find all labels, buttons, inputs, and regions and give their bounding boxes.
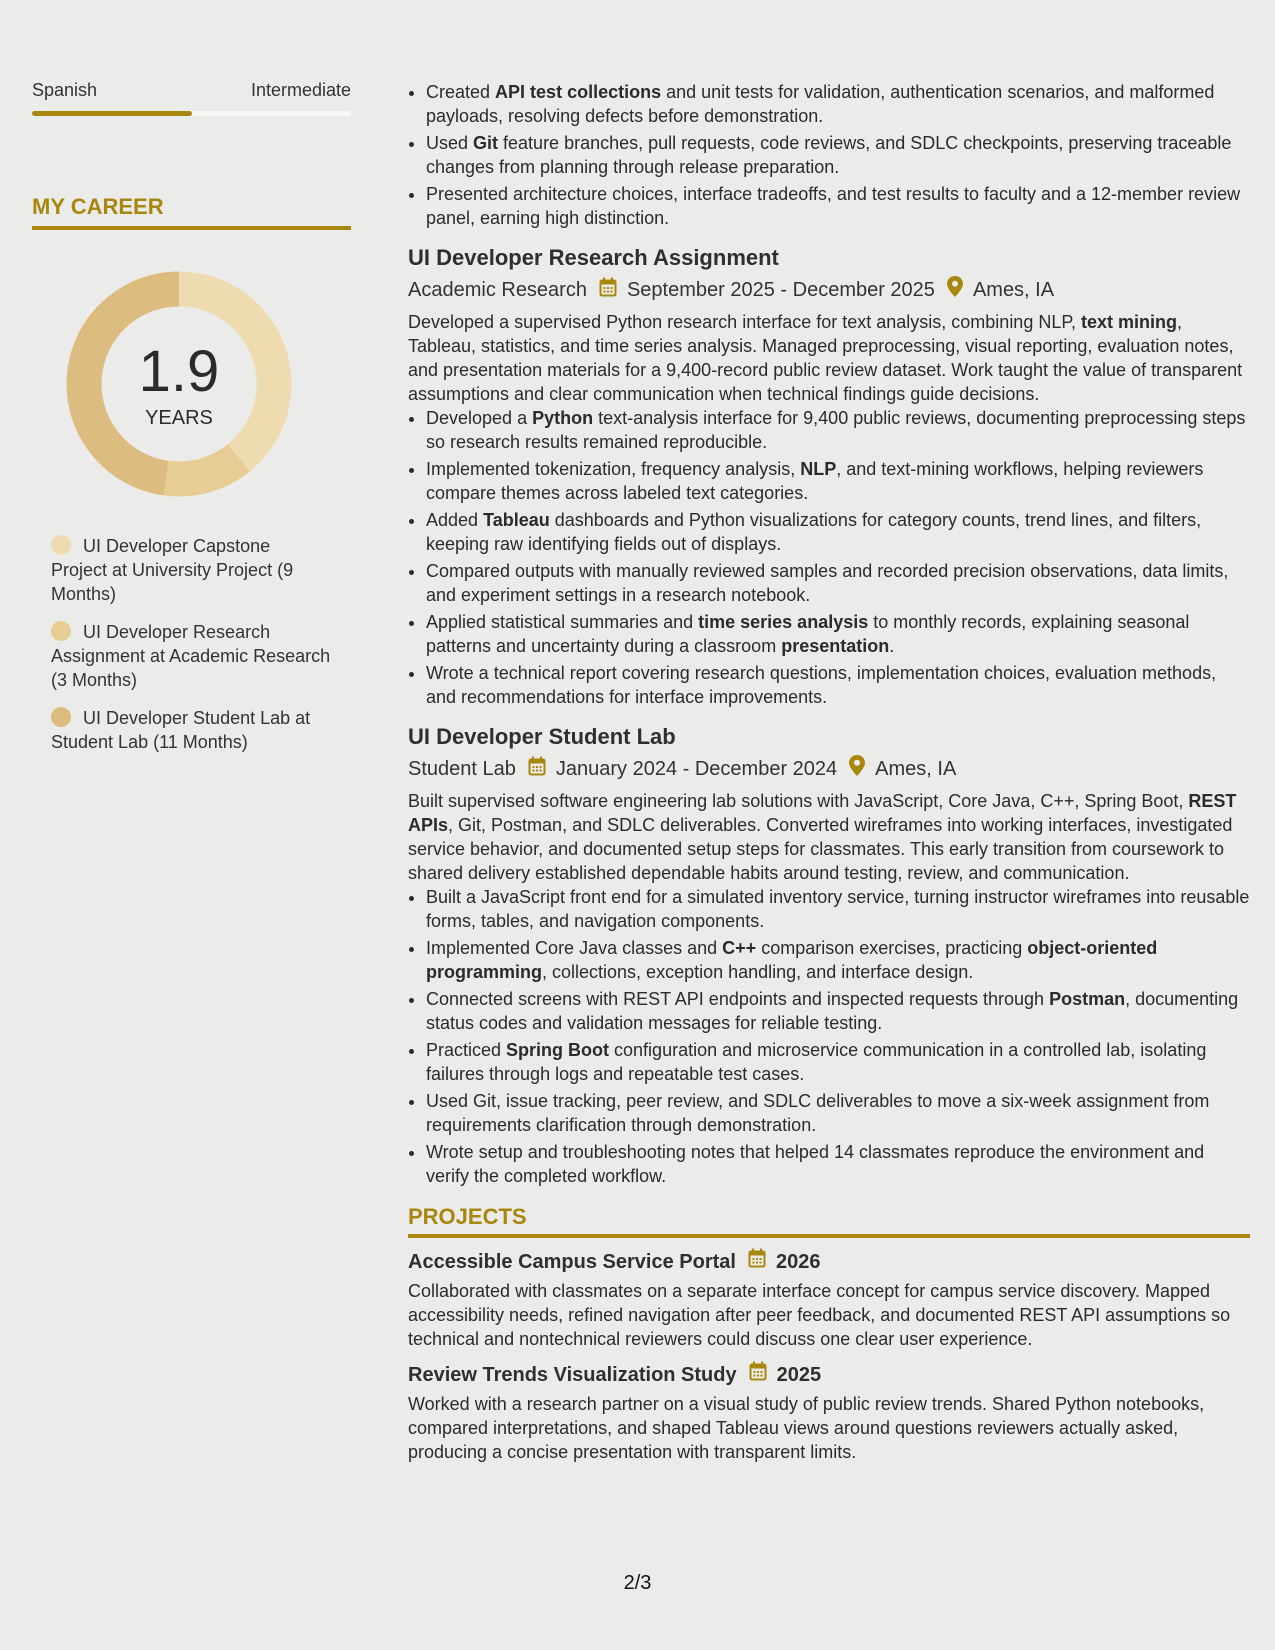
job-description: Built supervised software engineering lab solutions with JavaScript, Core Java, C++, Spring Boot, REST APIs, Git, Postman, and SDLC deliverables. Converted wireframes into working interfaces, investigated service behavior, and documented setup steps for classmates. This early transition from coursework to shared delivery established dependable habits around testing, review, and communication. (408, 791, 1237, 883)
legend-swatch (51, 621, 71, 641)
project-title: Accessible Campus Service Portal (408, 1250, 736, 1273)
bullet-item: • Implemented Core Java classes and C++ comparison exercises, practicing object-oriented programming, collections, exception handling, and interface design. (426, 936, 1250, 984)
language-row (32, 80, 351, 101)
job-description: Developed a supervised Python research interface for text analysis, combining NLP, text mining, Tableau, statistics, and time series analysis. Managed preprocessing, visual reporting, evaluation notes, and presentation materials for a 9,400-record public review dataset. Work taught the value of transparent assumptions and clear communication when technical findings guide decisions. (408, 312, 1243, 404)
project-year: 2026 (775, 1250, 821, 1273)
career-donut-chart (66, 271, 292, 497)
bullet-item: • Presented architecture choices, interface tradeoffs, and test results to faculty and a 12-member review panel, earning high distinction. (426, 182, 1250, 230)
projects-list (408, 1248, 1250, 1464)
language-proficiency-fill (32, 111, 192, 116)
career-legend-item (51, 706, 331, 754)
career-legend (51, 534, 331, 754)
career-section-title: MY CAREER (32, 194, 351, 230)
language-level: Intermediate (250, 80, 351, 100)
calendar-icon (748, 1248, 766, 1275)
jobs-list (408, 244, 1250, 1188)
legend-label: UI Developer Student Lab at Student Lab (11 Months) (51, 708, 311, 752)
project-title: Review Trends Visualization Study (408, 1363, 737, 1386)
job-organization: Student Lab (408, 758, 516, 780)
career-legend-item (51, 534, 331, 606)
project-description: Worked with a research partner on a visual study of public review trends. Shared Python notebooks, compared interpretations, and shaped Tableau views around questions reviewers actually asked, producing a concise presentation with transparent limits. (408, 1394, 1205, 1462)
bullet-item: • Wrote a technical report covering research questions, implementation choices, evaluation methods, and recommendations for interface improvements. (426, 661, 1250, 709)
calendar-icon (599, 277, 617, 304)
capstone-bullet-list (408, 80, 1250, 230)
job-entry (408, 244, 1250, 709)
project-year: 2025 (776, 1363, 822, 1386)
project-header (408, 1361, 1250, 1388)
sidebar (32, 80, 351, 768)
job-dates: January 2024 - December 2024 (555, 758, 838, 780)
donut-segment-2 (166, 458, 239, 479)
job-dates: September 2025 - December 2025 (626, 279, 935, 301)
job-location: Ames, IA (875, 758, 957, 780)
bullet-item: • Built a JavaScript front end for a simulated inventory service, turning instructor wireframes into reusable forms, tables, and navigation components. (426, 885, 1250, 933)
job-bullet-list (408, 885, 1250, 1188)
job-meta (408, 755, 1250, 783)
project-entry (408, 1361, 1250, 1464)
bullet-item: • Wrote setup and troubleshooting notes that helped 14 classmates reproduce the environment and verify the completed workflow. (426, 1140, 1250, 1188)
bullet-item: • Compared outputs with manually reviewed samples and recorded precision observations, data limits, and experiment settings in a research notebook. (426, 559, 1250, 607)
job-entry (408, 723, 1250, 1188)
job-location: Ames, IA (972, 279, 1055, 301)
legend-swatch (51, 535, 71, 555)
career-total: 1.9 (138, 339, 220, 404)
job-meta (408, 276, 1250, 304)
calendar-icon (528, 756, 546, 783)
page-number: 2/3 (623, 1572, 652, 1594)
bullet-item: • Practiced Spring Boot configuration and microservice communication in a controlled lab, isolating failures through logs and repeatable test cases. (426, 1038, 1250, 1086)
job-organization: Academic Research (408, 279, 587, 301)
legend-label: UI Developer Capstone Project at University Project (9 Months) (51, 536, 294, 604)
job-title: UI Developer Student Lab (408, 724, 676, 749)
language-name: Spanish (32, 80, 98, 100)
legend-label: UI Developer Research Assignment at Academic Research (3 Months) (51, 622, 331, 690)
bullet-item: • Applied statistical summaries and time series analysis to monthly records, explaining seasonal patterns and uncertainty during a classroom presentation. (426, 610, 1250, 658)
location-pin-icon (947, 276, 963, 304)
legend-swatch (51, 707, 71, 727)
location-pin-icon (849, 755, 865, 783)
language-proficiency-bar (32, 111, 351, 116)
bullet-item: • Used Git, issue tracking, peer review, and SDLC deliverables to move a six-week assignment from requirements clarification through demonstration. (426, 1089, 1250, 1137)
project-header (408, 1248, 1250, 1275)
bullet-item: • Used Git feature branches, pull requests, code reviews, and SDLC checkpoints, preserving traceable changes from planning through release preparation. (426, 131, 1250, 179)
calendar-icon (749, 1361, 767, 1388)
bullet-item: • Connected screens with REST API endpoints and inspected requests through Postman, documenting status codes and validation messages for reliable testing. (426, 987, 1250, 1035)
bullet-item: • Added Tableau dashboards and Python visualizations for category counts, trend lines, and filters, keeping raw identifying fields out of displays. (426, 508, 1250, 556)
project-entry (408, 1248, 1250, 1351)
projects-section-title: PROJECTS (408, 1204, 1250, 1238)
career-unit: YEARS (145, 407, 213, 429)
bullet-item: • Implemented tokenization, frequency analysis, NLP, and text-mining workflows, helping reviewers compare themes across labeled text categories. (426, 457, 1250, 505)
bullet-item: • Developed a Python text-analysis interface for 9,400 public reviews, documenting preprocessing steps so research results remained reproducible. (426, 406, 1250, 454)
career-legend-item (51, 620, 331, 692)
job-bullet-list (408, 406, 1250, 709)
job-title: UI Developer Research Assignment (408, 245, 779, 270)
project-description: Collaborated with classmates on a separate interface concept for campus service discovery. Mapped accessibility needs, refined navigation after peer feedback, and documented REST API assumptions so technical and nontechnical reviewers could discuss one clear user experience. (408, 1281, 1231, 1349)
bullet-item: • Created API test collections and unit tests for validation, authentication scenarios, and malformed payloads, resolving defects before demonstration. (426, 80, 1250, 128)
main-content (408, 80, 1250, 1464)
